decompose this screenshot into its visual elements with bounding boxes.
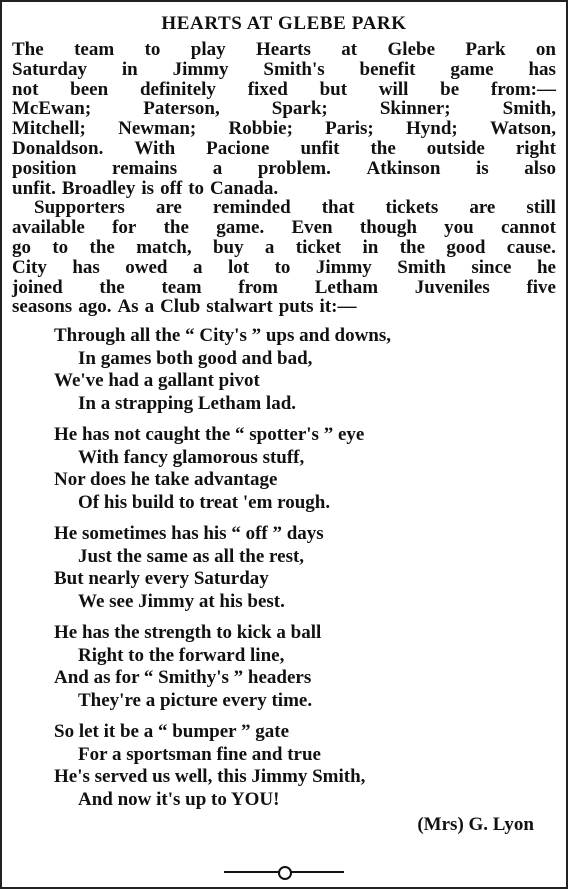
word: a	[192, 256, 203, 278]
word: the	[370, 137, 396, 159]
poem-line: Of his build to treat 'em rough.	[78, 491, 331, 513]
word: to	[188, 177, 205, 199]
poem-line: He's served us well, this Jimmy Smith,	[54, 766, 366, 788]
paragraph-line	[12, 297, 556, 317]
word: City	[12, 256, 47, 278]
word: it:—	[319, 296, 357, 318]
ornament-circle-icon	[278, 866, 292, 880]
word: been	[70, 78, 109, 100]
word: in	[121, 58, 138, 80]
word: Juveniles	[414, 276, 490, 298]
word: buy	[212, 236, 244, 258]
word: a	[144, 296, 155, 318]
paragraph-team	[12, 40, 556, 198]
word: stalwart	[206, 296, 273, 318]
word: available	[12, 217, 85, 239]
word: match,	[136, 236, 192, 258]
poem-line: With fancy glamorous stuff,	[78, 446, 305, 468]
word: to	[52, 236, 69, 258]
poem-line: And now it's up to YOU!	[78, 788, 280, 810]
paragraph-line	[12, 179, 556, 199]
word: to	[274, 256, 291, 278]
word: is	[476, 157, 489, 179]
word: the	[99, 276, 125, 298]
word: a	[264, 236, 275, 258]
word: though	[359, 217, 417, 239]
word: Jimmy	[172, 58, 229, 80]
word: game.	[216, 217, 265, 239]
word: at	[341, 39, 358, 60]
word: Hynd;	[405, 118, 458, 140]
word: is	[141, 177, 155, 199]
word: are	[155, 197, 182, 219]
word: problem.	[257, 157, 331, 179]
word: puts	[278, 296, 314, 318]
poem-stanza	[12, 523, 556, 613]
word: Paris;	[325, 118, 374, 140]
word: Jimmy	[315, 256, 372, 278]
paragraph-line	[12, 238, 556, 258]
poem-line: He sometimes has his “ off ” days	[54, 523, 324, 545]
word: the	[163, 217, 189, 239]
poem-line: He has not caught the “ spotter's ” eye	[54, 424, 365, 446]
word: lot	[227, 256, 250, 278]
word: still	[526, 197, 556, 219]
word: Club	[160, 296, 201, 318]
word: go	[12, 236, 31, 258]
poem-line: Just the same as all the rest,	[78, 545, 305, 567]
poem-line: We've had a gallant pivot	[54, 370, 260, 392]
word: play	[190, 39, 226, 60]
word: ticket	[295, 236, 342, 258]
author-signature: (Mrs) G. Lyon	[417, 814, 534, 836]
word: reminded	[212, 197, 291, 219]
paragraph-line	[12, 40, 556, 60]
word: unfit	[300, 137, 340, 159]
word: benefit	[359, 58, 416, 80]
word: off	[160, 177, 183, 199]
word: to	[144, 39, 161, 60]
word: outside	[426, 137, 485, 159]
word: Newman;	[118, 118, 197, 140]
word: Smith's	[263, 58, 325, 80]
word: Smith	[397, 256, 446, 278]
poem-line: They're a picture every time.	[78, 689, 313, 711]
word: Letham	[314, 276, 379, 298]
poem-line: He has the strength to kick a ball	[54, 622, 322, 644]
word: game	[450, 58, 494, 80]
word: right	[515, 137, 556, 159]
word: Watson,	[490, 118, 556, 140]
word: from:—	[490, 78, 556, 100]
paragraph-line	[12, 99, 556, 119]
word: Spark;	[271, 98, 328, 120]
poem-stanza	[12, 424, 556, 514]
headline: HEARTS AT GLEBE PARK	[161, 13, 407, 34]
word: fixed	[247, 78, 288, 100]
word: Mitchell;	[12, 118, 86, 140]
word: Donaldson.	[12, 137, 104, 159]
word: position	[12, 157, 77, 179]
word: but	[319, 78, 348, 100]
word: cannot	[501, 217, 556, 239]
word: he	[536, 256, 556, 278]
word: remains	[112, 157, 178, 179]
word: As	[117, 296, 139, 318]
word: Robbie;	[228, 118, 293, 140]
word: a	[212, 157, 223, 179]
word: tickets	[385, 197, 439, 219]
word: Paterson,	[143, 98, 220, 120]
word: has	[72, 256, 100, 278]
poem-line: In a strapping Letham lad.	[78, 392, 297, 414]
word: unfit.	[12, 177, 56, 199]
paragraph-line	[12, 278, 556, 298]
paragraph-line	[12, 119, 556, 139]
word: ago.	[78, 296, 112, 318]
paragraph-line	[12, 218, 556, 238]
poem-line: Right to the forward line,	[78, 644, 285, 666]
word: Canada.	[210, 177, 279, 199]
paragraph-line	[12, 80, 556, 100]
poem-line: And as for “ Smithy's ” headers	[54, 667, 312, 689]
word: not	[12, 78, 39, 100]
word: Atkinson	[366, 157, 441, 179]
word: for	[112, 217, 137, 239]
paragraph-line	[12, 139, 556, 159]
word: team	[74, 39, 115, 60]
word: seasons	[12, 296, 73, 318]
word: Hearts	[256, 39, 311, 60]
word: since	[471, 256, 512, 278]
word: be	[440, 78, 460, 100]
word: that	[321, 197, 355, 219]
poem-line: So let it be a “ bumper ” gate	[54, 721, 290, 743]
poem-line: For a sportsman fine and true	[78, 743, 321, 765]
end-rule-ornament	[224, 865, 344, 879]
poem	[12, 325, 556, 811]
word: Even	[291, 217, 333, 239]
word: Pacione	[206, 137, 270, 159]
word: the	[89, 236, 115, 258]
paragraph-supporters	[12, 198, 556, 317]
word: from	[238, 276, 279, 298]
word: will	[378, 78, 409, 100]
word: cause.	[506, 236, 556, 258]
word: McEwan;	[12, 98, 92, 120]
word: Park	[465, 39, 506, 60]
word: Glebe	[387, 39, 436, 60]
word: on	[535, 39, 556, 60]
word: you	[444, 217, 474, 239]
word: good	[446, 236, 486, 258]
word: the	[399, 236, 426, 258]
word: Smith,	[502, 98, 556, 120]
poem-line: But nearly every Saturday	[54, 568, 269, 590]
paragraph-line	[12, 198, 556, 218]
word: in	[362, 236, 379, 258]
paragraph-line	[12, 60, 556, 80]
word: With	[134, 137, 176, 159]
paragraph-line	[12, 258, 556, 278]
poem-stanza	[12, 721, 556, 811]
word: Supporters	[34, 197, 125, 219]
poem-stanza	[12, 622, 556, 712]
poem-line: We see Jimmy at his best.	[78, 590, 285, 612]
word: Skinner;	[379, 98, 451, 120]
word: also	[524, 157, 556, 179]
paragraph-line	[12, 159, 556, 179]
word: owed	[125, 256, 168, 278]
word: The	[12, 39, 44, 60]
poem-line: Nor does he take advantage	[54, 469, 278, 491]
word: five	[526, 276, 556, 298]
word: Broadley	[61, 177, 136, 199]
poem-stanza	[12, 325, 556, 415]
word: has	[528, 58, 556, 80]
word: Saturday	[12, 58, 87, 80]
word: joined	[12, 276, 63, 298]
poem-line: Through all the “ City's ” ups and downs,	[54, 325, 392, 347]
word: team	[161, 276, 202, 298]
word: definitely	[139, 78, 216, 100]
poem-line: In games both good and bad,	[78, 347, 313, 369]
word: are	[469, 197, 496, 219]
